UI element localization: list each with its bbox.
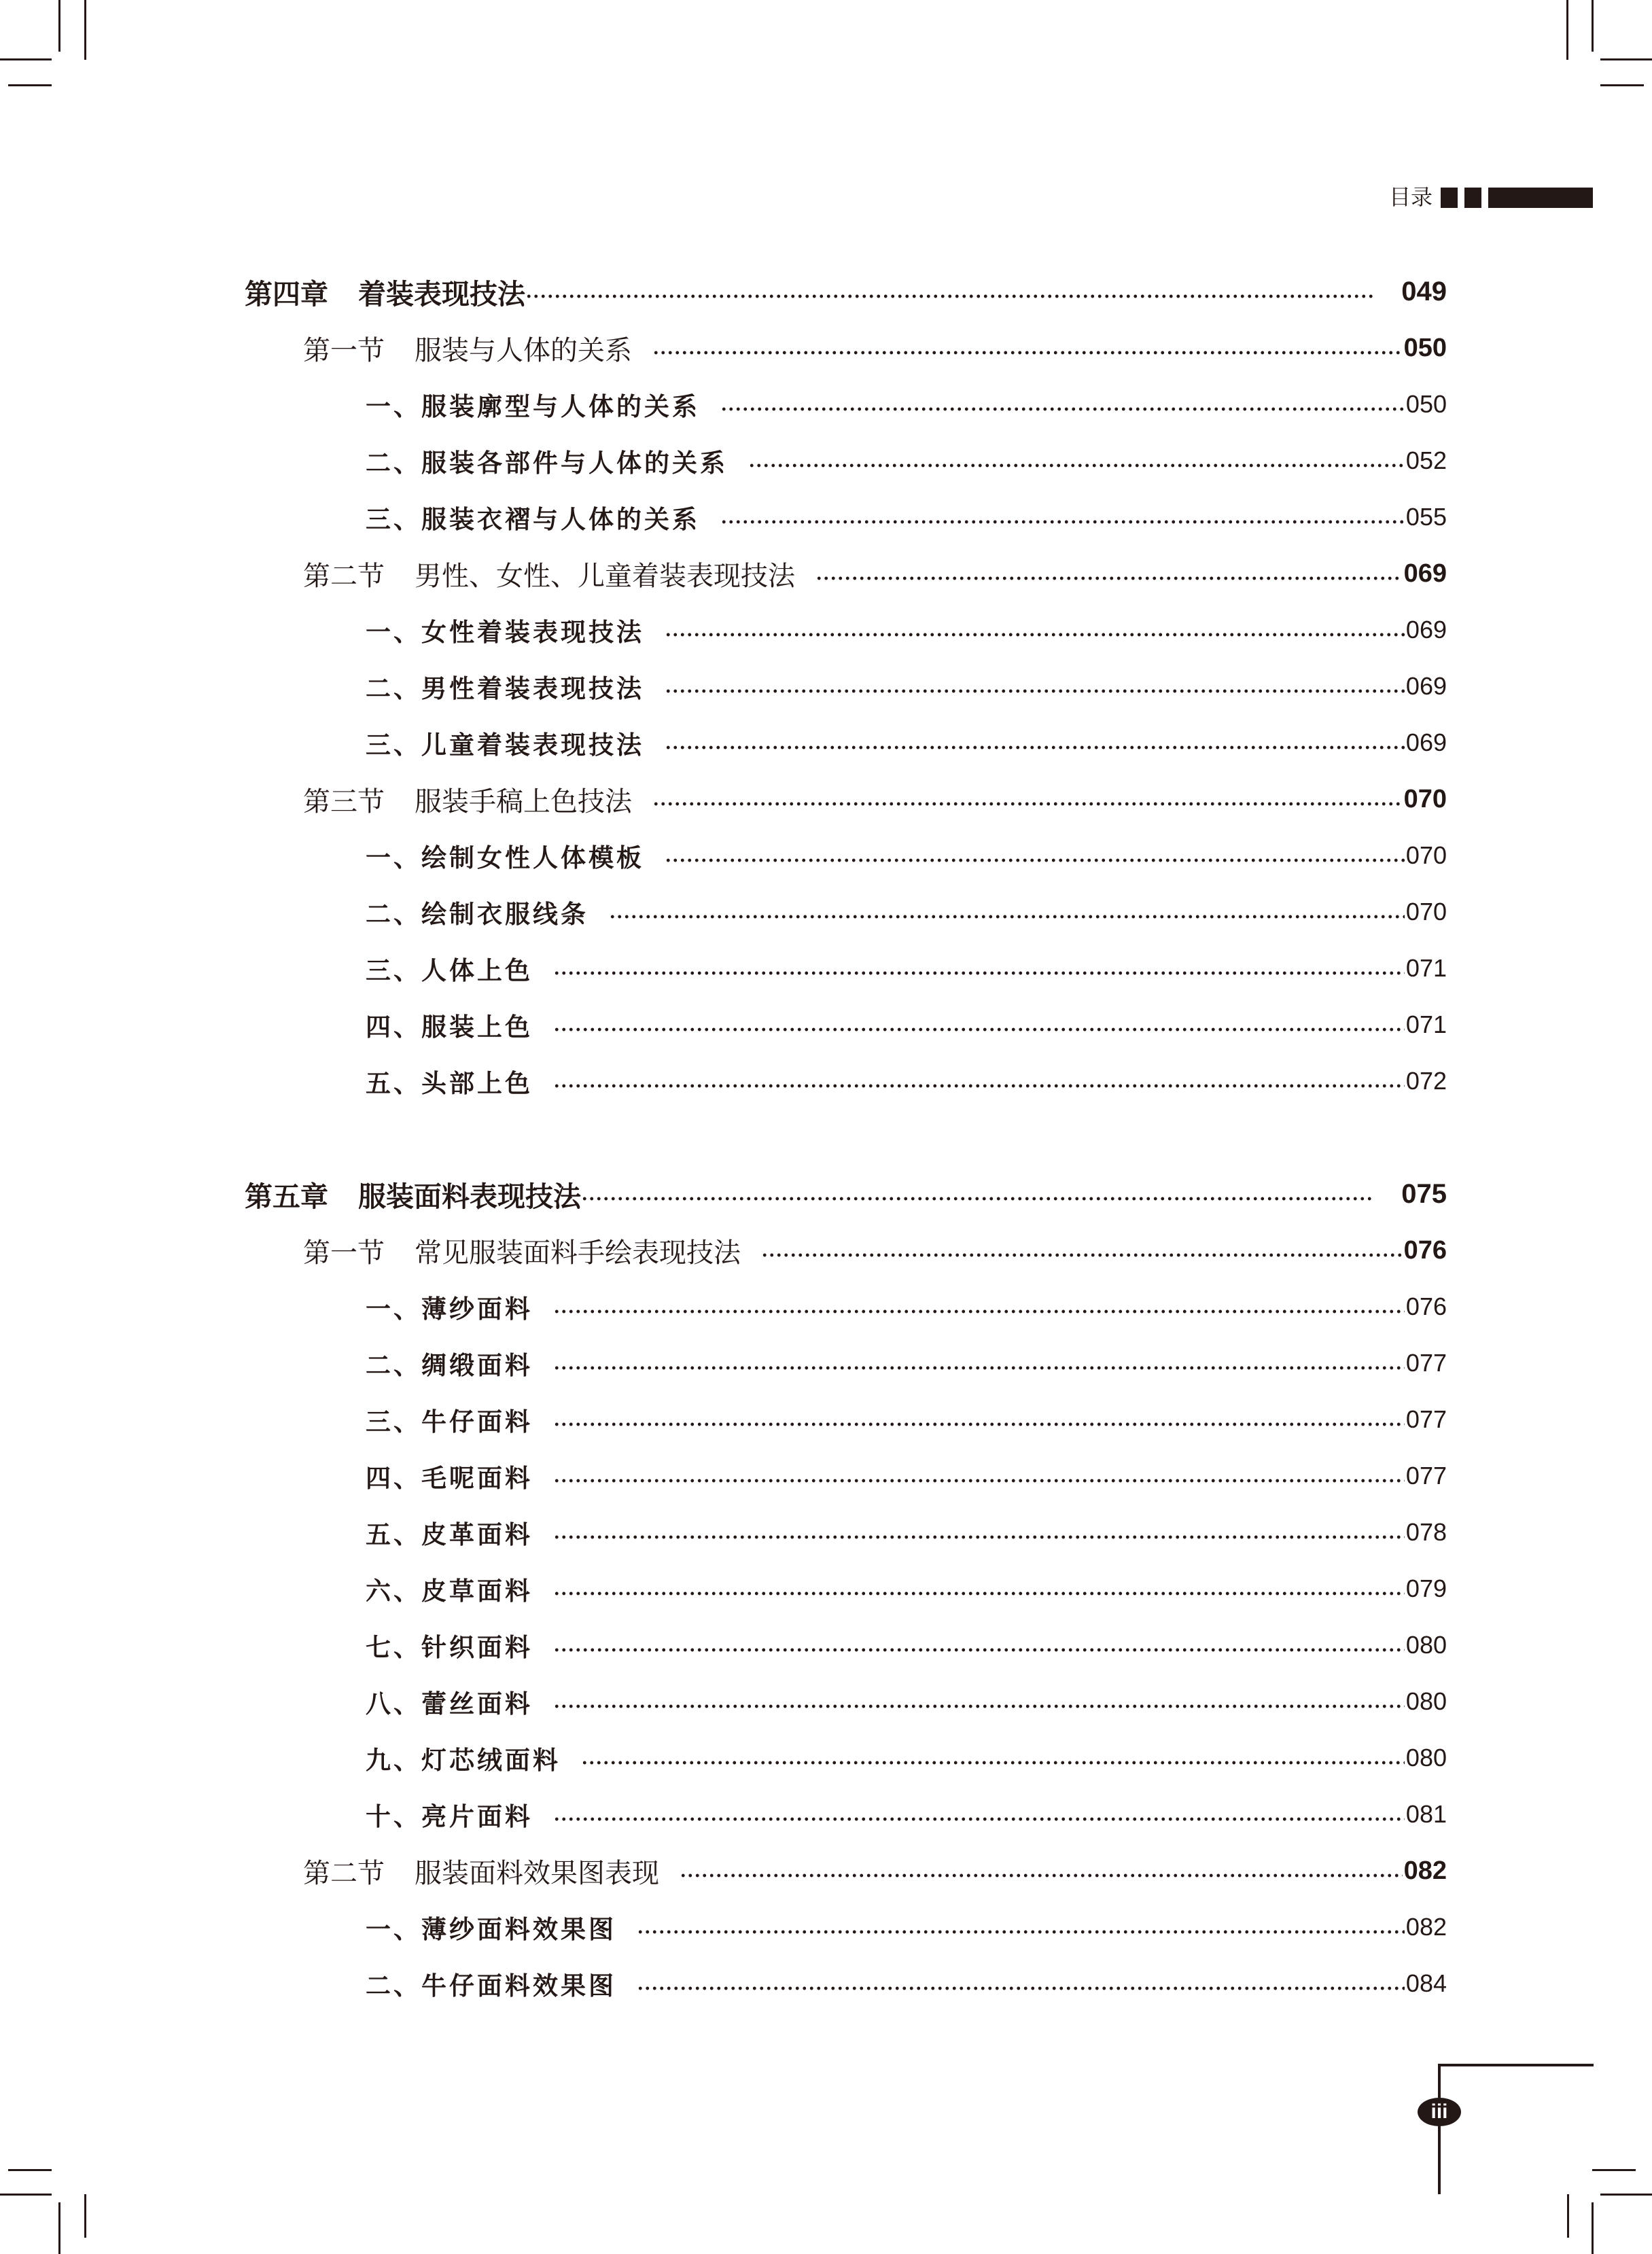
toc-section[interactable]	[303, 1230, 1447, 1271]
toc-page-number: 080	[1405, 1687, 1447, 1715]
dot-leader	[553, 1704, 1405, 1709]
toc-page-number: 080	[1405, 1631, 1447, 1659]
toc-section[interactable]	[303, 328, 1447, 368]
dot-leader	[637, 1986, 1405, 1991]
toc-label	[366, 1740, 561, 1776]
dot-leader	[680, 1873, 1403, 1878]
toc-title: 二、服装各部件与人体的关系	[366, 448, 728, 478]
toc-item[interactable]	[366, 497, 1447, 538]
toc-item[interactable]	[366, 892, 1447, 932]
toc-label	[366, 1683, 533, 1720]
toc-title: 一、绘制女性人体模板	[366, 843, 644, 873]
toc-title: 二、绸缎面料	[366, 1350, 533, 1380]
toc-page-number: 077	[1405, 1405, 1447, 1433]
toc-page-number: 070	[1405, 841, 1447, 869]
crop-mark	[1566, 0, 1568, 60]
crop-mark	[0, 58, 52, 60]
crop-mark	[1567, 2194, 1569, 2238]
toc-page-number: 078	[1405, 1518, 1447, 1546]
toc-title: 五、头部上色	[366, 1068, 533, 1098]
dot-leader	[525, 294, 1374, 299]
toc-title: 服装面料表现技法	[358, 1180, 581, 1212]
toc-label	[366, 1514, 533, 1551]
toc-title: 五、皮革面料	[366, 1519, 533, 1549]
footer-frame-line	[1439, 2064, 1594, 2066]
toc-label	[303, 1852, 659, 1890]
toc-item[interactable]	[366, 1963, 1447, 2004]
toc-number: 第三节	[303, 786, 385, 817]
toc-item[interactable]	[366, 610, 1447, 650]
toc-title: 三、人体上色	[366, 955, 533, 985]
crop-mark	[84, 0, 86, 60]
toc-item[interactable]	[366, 1568, 1447, 1609]
toc-chapter[interactable]	[245, 1174, 1447, 1214]
dot-leader	[665, 688, 1405, 694]
toc-page-number: 069	[1405, 616, 1447, 644]
crop-mark	[58, 2202, 60, 2254]
toc-page-number: 070	[1403, 784, 1447, 813]
toc-page-number: 050	[1405, 390, 1447, 418]
toc-item[interactable]	[366, 1512, 1447, 1553]
toc-label	[366, 1909, 616, 1945]
dot-leader	[665, 858, 1405, 863]
toc-label	[366, 386, 700, 423]
toc-title: 八、蕾丝面料	[366, 1689, 533, 1719]
toc-title: 男性、女性、儿童着装表现技法	[415, 561, 795, 591]
toc-label	[366, 1796, 533, 1833]
toc-label	[366, 1965, 616, 2002]
toc-label	[366, 1063, 533, 1099]
toc-page-number: 077	[1405, 1349, 1447, 1377]
crop-mark	[0, 2194, 52, 2196]
toc-title: 一、薄纱面料	[366, 1294, 533, 1324]
toc-label	[366, 1401, 533, 1438]
toc-item[interactable]	[366, 835, 1447, 876]
dot-leader	[581, 1196, 1374, 1201]
toc-title: 一、薄纱面料效果图	[366, 1914, 616, 1944]
dot-leader	[553, 1422, 1405, 1427]
dot-leader	[652, 350, 1403, 355]
toc-number: 第五章	[245, 1180, 328, 1212]
toc-label	[303, 554, 795, 593]
toc-number: 第二节	[303, 561, 385, 591]
toc-page-number: 071	[1405, 954, 1447, 982]
toc-title: 着装表现技法	[358, 278, 525, 310]
footer-frame-line	[1438, 2064, 1441, 2194]
toc-item[interactable]	[366, 666, 1447, 707]
toc-page-number: 084	[1405, 1969, 1447, 1997]
crop-mark	[8, 84, 52, 86]
toc-label	[245, 272, 525, 312]
toc-item[interactable]	[366, 1343, 1447, 1384]
header-bar	[1488, 188, 1593, 208]
toc-item[interactable]	[366, 1681, 1447, 1722]
toc-page-number: 069	[1403, 559, 1447, 588]
dot-leader	[553, 1083, 1405, 1089]
toc-label	[366, 1288, 533, 1325]
toc-item[interactable]	[366, 1061, 1447, 1102]
crop-mark	[8, 2169, 52, 2171]
toc-item[interactable]	[366, 1907, 1447, 1948]
crop-mark	[1592, 0, 1594, 52]
dot-leader	[553, 1534, 1405, 1540]
toc-page-number: 069	[1405, 672, 1447, 700]
toc-page-number: 081	[1405, 1800, 1447, 1828]
dot-leader	[720, 519, 1405, 525]
toc-page-number: 082	[1403, 1856, 1447, 1885]
toc-number: 第一节	[303, 1237, 385, 1268]
toc-title: 服装与人体的关系	[415, 335, 632, 366]
crop-mark	[1600, 2194, 1652, 2196]
toc-item[interactable]	[366, 384, 1447, 425]
dot-leader	[815, 576, 1403, 581]
toc-label	[366, 612, 644, 648]
toc-page-number: 072	[1405, 1067, 1447, 1095]
toc-title: 三、儿童着装表现技法	[366, 730, 644, 760]
toc-page-number: 069	[1405, 728, 1447, 756]
toc-label	[366, 894, 588, 930]
toc-label	[303, 329, 632, 368]
toc-label	[245, 1174, 581, 1214]
toc-title: 服装面料效果图表现	[415, 1858, 659, 1888]
toc-item[interactable]	[366, 1738, 1447, 1778]
toc-page-number: 077	[1405, 1462, 1447, 1490]
toc-item[interactable]	[366, 1399, 1447, 1440]
toc-page-number: 076	[1403, 1235, 1447, 1265]
toc-page-number: 079	[1405, 1574, 1447, 1602]
toc-label	[366, 668, 644, 705]
toc-label	[366, 1345, 533, 1381]
toc-title: 二、牛仔面料效果图	[366, 1971, 616, 2001]
crop-mark	[1592, 2169, 1636, 2171]
dot-leader	[553, 1591, 1405, 1596]
dot-leader	[665, 632, 1405, 637]
running-header-title: 目录	[1389, 184, 1433, 210]
crop-mark	[1592, 2202, 1594, 2254]
dot-leader	[553, 1027, 1405, 1032]
toc-label	[303, 1231, 741, 1270]
page-number-badge: iii	[1418, 2098, 1461, 2126]
crop-mark	[84, 2194, 86, 2238]
toc-title: 一、女性着装表现技法	[366, 617, 644, 647]
dot-leader	[720, 406, 1405, 412]
dot-leader	[553, 1647, 1405, 1653]
toc-number: 第一节	[303, 335, 385, 366]
toc-title: 三、服装衣褶与人体的关系	[366, 504, 700, 534]
toc-label	[366, 1006, 533, 1043]
toc-title: 三、牛仔面料	[366, 1407, 533, 1437]
toc-page-number: 080	[1405, 1744, 1447, 1772]
toc-section[interactable]	[303, 779, 1447, 820]
dot-leader	[652, 801, 1403, 807]
toc-title: 四、毛呢面料	[366, 1463, 533, 1493]
toc-title: 六、皮草面料	[366, 1576, 533, 1606]
toc-label	[303, 780, 632, 819]
toc-item[interactable]	[366, 1625, 1447, 1666]
dot-leader	[665, 745, 1405, 750]
toc-title: 七、针织面料	[366, 1632, 533, 1662]
toc-page-number: 075	[1401, 1178, 1447, 1209]
dot-leader	[553, 1309, 1405, 1314]
toc-label	[366, 1458, 533, 1494]
toc-item[interactable]	[366, 1794, 1447, 1835]
toc-title: 二、绘制衣服线条	[366, 899, 588, 929]
dot-leader	[748, 463, 1405, 468]
toc-label	[366, 499, 700, 535]
toc-page-number: 052	[1405, 446, 1447, 474]
toc-page-number: 050	[1403, 333, 1447, 362]
toc-title: 一、服装廓型与人体的关系	[366, 391, 700, 421]
toc-title: 常见服装面料手绘表现技法	[415, 1237, 741, 1268]
toc-page-number: 049	[1401, 276, 1447, 306]
toc-label	[366, 1627, 533, 1663]
toc-section[interactable]	[303, 1850, 1447, 1891]
toc-label	[366, 724, 644, 761]
toc-item[interactable]	[366, 1004, 1447, 1045]
crop-mark	[58, 0, 60, 52]
dot-leader	[761, 1252, 1403, 1258]
header-block	[1441, 188, 1458, 208]
toc-section[interactable]	[303, 553, 1447, 594]
crop-mark	[1600, 84, 1644, 86]
toc-page-number: 082	[1405, 1913, 1447, 1941]
toc-label	[366, 442, 728, 479]
toc-item[interactable]	[366, 948, 1447, 989]
dot-leader	[609, 914, 1405, 919]
crop-mark	[1600, 58, 1652, 60]
toc-item[interactable]	[366, 1456, 1447, 1496]
toc-page-number: 055	[1405, 503, 1447, 531]
dot-leader	[581, 1760, 1405, 1765]
dot-leader	[637, 1929, 1405, 1935]
toc-title: 二、男性着装表现技法	[366, 673, 644, 703]
toc-item[interactable]	[366, 1286, 1447, 1327]
toc-chapter[interactable]	[245, 271, 1447, 312]
toc-title: 服装手稿上色技法	[415, 786, 632, 817]
toc-label	[366, 1570, 533, 1607]
toc-page-number: 070	[1405, 898, 1447, 926]
toc-label	[366, 837, 644, 874]
dot-leader	[553, 1365, 1405, 1371]
toc-label	[366, 950, 533, 987]
toc-title: 十、亮片面料	[366, 1801, 533, 1831]
dot-leader	[553, 970, 1405, 976]
toc-item[interactable]	[366, 722, 1447, 763]
toc-number: 第四章	[245, 278, 328, 310]
dot-leader	[553, 1478, 1405, 1483]
toc-page-number: 071	[1405, 1010, 1447, 1038]
toc-number: 第二节	[303, 1858, 385, 1888]
header-block	[1464, 188, 1481, 208]
dot-leader	[553, 1816, 1405, 1822]
toc-item[interactable]	[366, 440, 1447, 481]
toc-title: 九、灯芯绒面料	[366, 1745, 561, 1775]
toc-title: 四、服装上色	[366, 1012, 533, 1042]
toc-page-number: 076	[1405, 1292, 1447, 1320]
